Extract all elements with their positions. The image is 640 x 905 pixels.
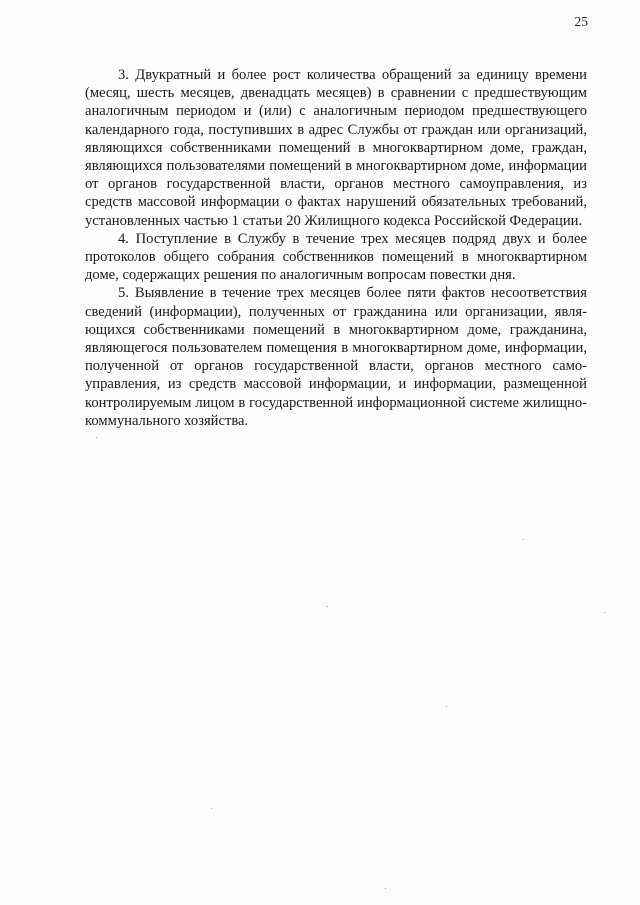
document-body xyxy=(85,66,587,430)
paragraph-item-5: 5. Выявление в течение трех месяцев более пяти фактов несоответствия сведений (информации), полученных от гражданина или организации, являющихся собственниками помещений в многоквартирном доме, гражданина, являющегося пользователем помещения в многоквартирном доме, информации, полученной от органов государственной власти, органов местного самоуправления, из средств массовой информации, и информации, размещенной контролируемым лицом в государственной информационной системе жилищно-коммунального хозяйства. xyxy=(85,285,587,429)
page-number: 25 xyxy=(574,14,588,29)
paragraph-item-4: 4. Поступление в Службу в течение трех месяцев подряд двух и более протоколов общего собрания собственников помещений в многоквартирном доме, содержащих решения по аналогичным вопросам повестки дня. xyxy=(85,230,587,284)
paragraph-item-3: 3. Двукратный и более рост количества обращений за единицу времени (месяц, шесть месяцев, двенадцать месяцев) в сравнении с предшествующим аналогичным периодом и (или) с аналогичным периодом предшествующего календарного года, поступивших в адрес Службы от граждан или организаций, являющихся собственниками помещений в многоквартирном доме, граждан, являющихся пользователями помещений в многоквартирном доме, информации от органов государственной власти, органов местного самоуправления, из средств массовой информации о фактах нарушений обязательных требований, установленных частью 1 статьи 20 Жилищного кодекса Российской Федерации. xyxy=(85,67,587,229)
scan-speck xyxy=(604,612,605,613)
scan-speck xyxy=(327,606,328,607)
scan-speck xyxy=(523,539,524,540)
scan-speck xyxy=(211,808,212,809)
scan-speck xyxy=(96,437,97,438)
scan-speck xyxy=(446,706,447,707)
scan-speck xyxy=(385,888,386,889)
